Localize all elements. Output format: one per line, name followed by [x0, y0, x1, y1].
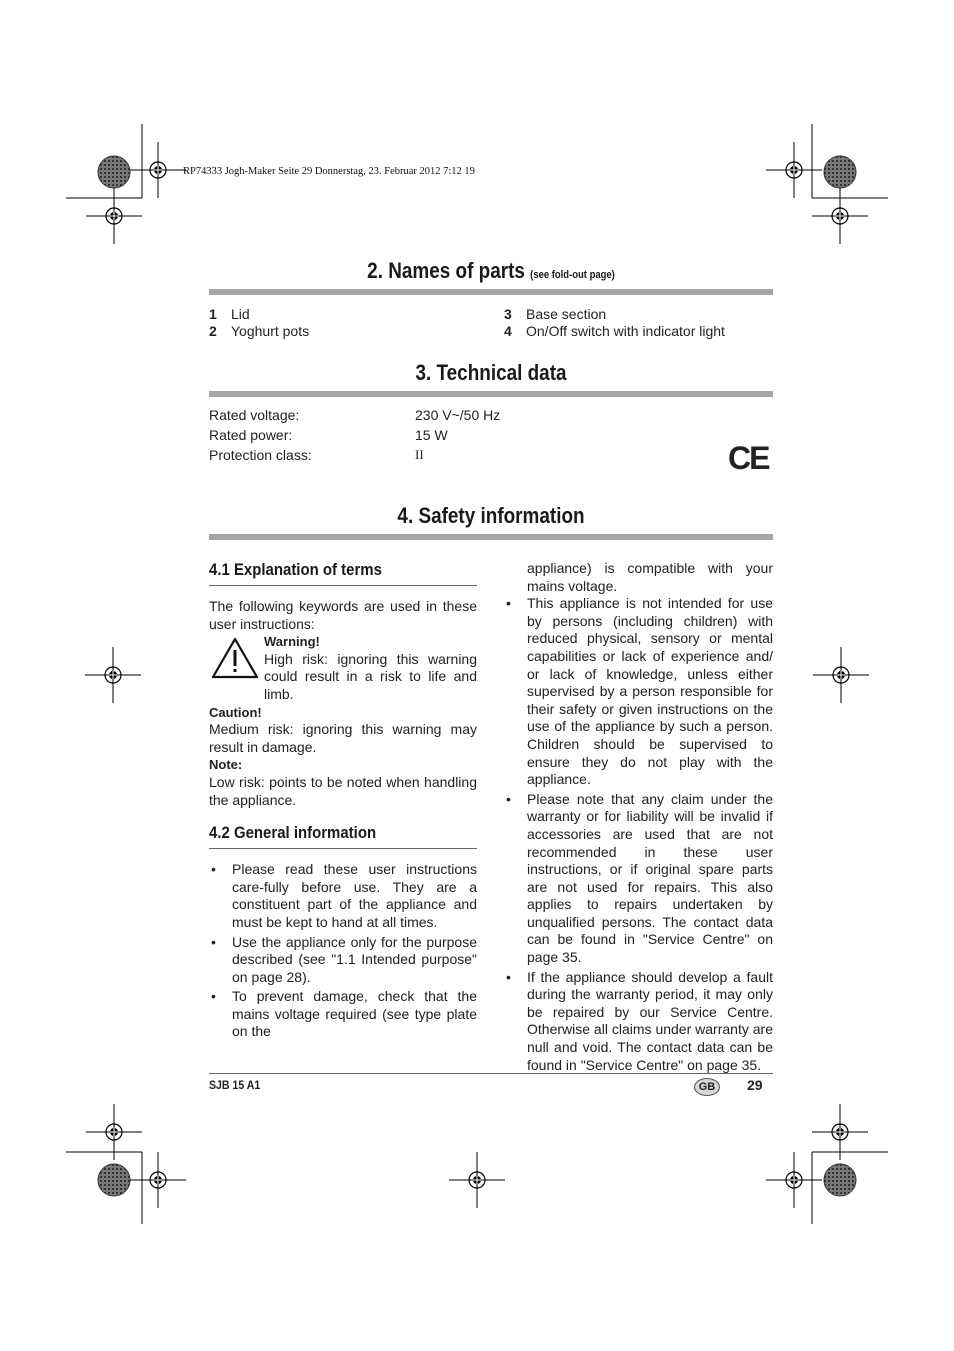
part-item — [209, 323, 309, 341]
section-title-safety: 4. Safety information — [397, 503, 585, 528]
caution-text: Medium risk: ignoring this warning may result in damage. — [209, 721, 477, 755]
part-item — [504, 306, 606, 324]
section-rule — [209, 289, 773, 295]
caution-label: Caution! — [209, 704, 262, 720]
subheading-general: 4.2 General information — [209, 823, 377, 843]
part-label: On/Off switch with indicator light — [526, 323, 725, 339]
note-label: Note: — [209, 757, 243, 773]
section-rule — [209, 391, 773, 397]
section-rule — [209, 534, 773, 540]
part-number: 2 — [209, 323, 217, 339]
list-item: • If the appliance should develop a fault during the warranty period, it may only be repaired by our Service Centre. Otherwise all claims under warranty are null and void. The contact data can be found in "Service Centre" on page 35. — [504, 969, 773, 1075]
subheading-rule — [209, 848, 477, 849]
list-item: • This appliance is not intended for use by persons (including children) with reduced physical, sensory or mental capabilities or lack of experience and/ or lack of knowledge, unless either supervised by a person responsible for their safety or given instructions on the use of the appliance by such a person. Children should be supervised to ensure they do not play with the appliance. — [504, 595, 773, 789]
list-item: • To prevent damage, check that the mains voltage required (see type plate on the — [209, 988, 477, 1041]
names-of-parts-title: 2. Names of parts — [367, 258, 525, 283]
tech-value: 15 W — [415, 427, 448, 443]
warning-text: High risk: ignoring this warning could result in a risk to life and limb. — [264, 650, 477, 702]
section-title-names-of-parts — [248, 258, 733, 284]
tech-label: Protection class: — [209, 447, 312, 463]
part-label: Yoghurt pots — [231, 323, 310, 339]
names-of-parts-subtitle: (see fold-out page) — [530, 269, 615, 281]
warning-label: Warning! — [264, 634, 320, 650]
right-column — [504, 560, 773, 1076]
part-label: Base section — [526, 306, 607, 322]
tech-label: Rated voltage: — [209, 407, 300, 423]
language-badge: GB — [694, 1078, 720, 1096]
list-item: • Use the appliance only for the purpose described (see "1.1 Intended purpose" on page 28). — [209, 934, 477, 987]
print-header: RP74333 Jogh-Maker Seite 29 Donnerstag, 23. Februar 2012 7:12 19 — [183, 166, 475, 177]
warning-triangle-icon — [211, 637, 259, 679]
left-column — [209, 560, 477, 1043]
intro-text: The following keywords are used in these user instructions: — [209, 598, 477, 632]
subheading-rule — [209, 585, 477, 586]
tech-value: 230 V~/50 Hz — [415, 407, 501, 423]
page-number: 29 — [747, 1077, 763, 1093]
list-item: • Please note that any claim under the warranty or for liability will be invalid if accessories are used that are not recommended in these user instructions, or if original spare parts are not used for repairs. This also applies to repairs undertaken by unqualified persons. The contact data can be found in "Service Centre" on page 35. — [504, 791, 773, 967]
part-item — [209, 306, 250, 324]
part-number: 4 — [504, 323, 512, 339]
tech-value: II — [415, 447, 424, 462]
warning-block — [209, 633, 477, 703]
part-number: 1 — [209, 306, 217, 322]
part-number: 3 — [504, 306, 512, 322]
general-bullets-left — [209, 861, 477, 1041]
section-title-technical-data: 3. Technical data — [415, 360, 567, 385]
part-label: Lid — [231, 306, 250, 322]
tech-label: Rated power: — [209, 427, 293, 443]
continuation-text: appliance) is compatible with your mains voltage. — [527, 560, 773, 594]
subheading-explanation: 4.1 Explanation of terms — [209, 560, 382, 579]
part-item — [504, 323, 725, 341]
footer-model: SJB 15 A1 — [209, 1078, 261, 1092]
footer-rule — [209, 1073, 773, 1074]
list-item: • Please read these user instructions care-fully before use. They are a constituent part of the appliance and must be kept to hand at all times. — [209, 861, 477, 931]
note-text: Low risk: points to be noted when handling the appliance. — [209, 773, 477, 808]
general-bullets-right — [504, 595, 773, 1074]
ce-mark-icon: CE — [728, 440, 769, 476]
